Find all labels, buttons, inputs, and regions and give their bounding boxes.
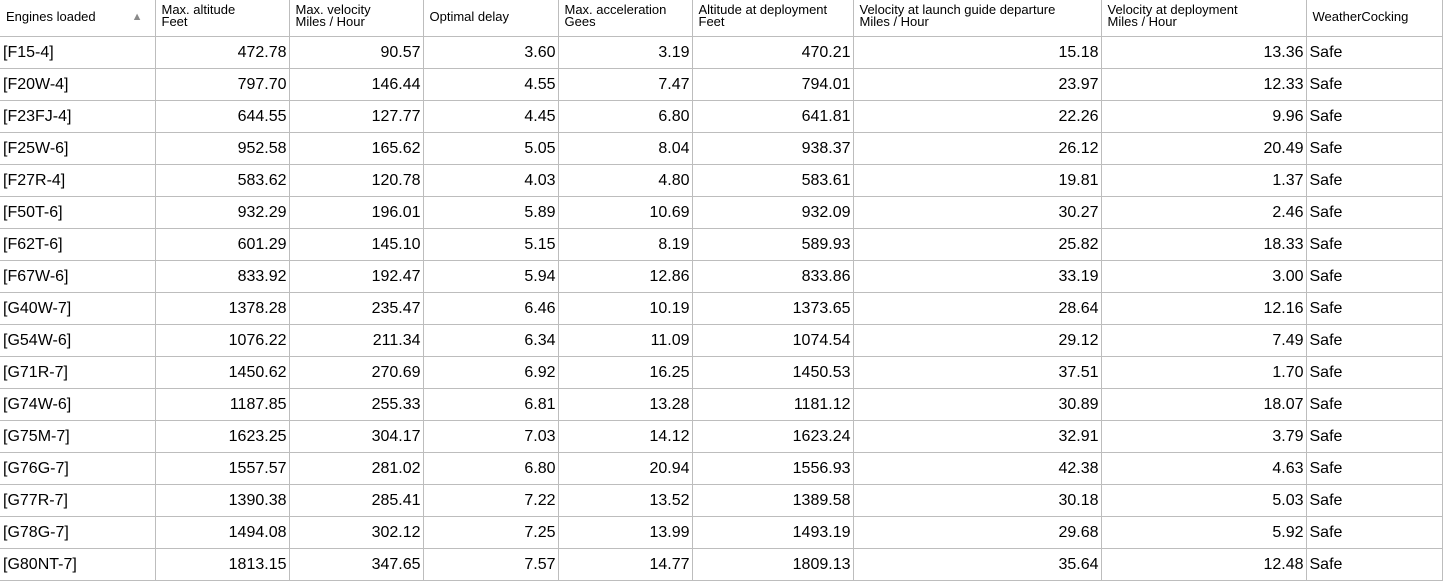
velocity-at-deployment-cell: 3.79 xyxy=(1101,421,1306,453)
velocity-at-launch-guide-departure-cell: 23.97 xyxy=(853,69,1101,101)
max-velocity-cell: 196.01 xyxy=(289,197,423,229)
max-velocity-cell: 192.47 xyxy=(289,261,423,293)
max-acceleration-cell: 14.77 xyxy=(558,549,692,581)
altitude-at-deployment-cell: 1074.54 xyxy=(692,325,853,357)
table-row[interactable] xyxy=(0,453,1442,485)
altitude-at-deployment-cell: 1493.19 xyxy=(692,517,853,549)
optimal-delay-cell: 7.22 xyxy=(423,485,558,517)
engines-loaded-cell: [G54W-6] xyxy=(0,325,155,357)
optimal-delay-cell: 4.45 xyxy=(423,101,558,133)
max-altitude-cell: 472.78 xyxy=(155,37,289,69)
table-row[interactable] xyxy=(0,517,1442,549)
engines-loaded-cell: [G80NT-7] xyxy=(0,549,155,581)
velocity-at-deployment-cell: 12.33 xyxy=(1101,69,1306,101)
velocity-at-launch-guide-departure-cell: 22.26 xyxy=(853,101,1101,133)
max-velocity-cell: 120.78 xyxy=(289,165,423,197)
max-acceleration-cell: 10.19 xyxy=(558,293,692,325)
table-row[interactable] xyxy=(0,37,1442,69)
table-row[interactable] xyxy=(0,389,1442,421)
table-row[interactable] xyxy=(0,325,1442,357)
column-header-optimal-delay[interactable]: Optimal delay xyxy=(423,0,558,37)
altitude-at-deployment-cell: 1623.24 xyxy=(692,421,853,453)
table-row[interactable] xyxy=(0,549,1442,581)
max-velocity-cell: 146.44 xyxy=(289,69,423,101)
max-acceleration-cell: 10.69 xyxy=(558,197,692,229)
max-acceleration-cell: 16.25 xyxy=(558,357,692,389)
max-altitude-cell: 1187.85 xyxy=(155,389,289,421)
engines-loaded-cell: [G77R-7] xyxy=(0,485,155,517)
max-altitude-cell: 833.92 xyxy=(155,261,289,293)
altitude-at-deployment-cell: 1450.53 xyxy=(692,357,853,389)
column-header-max-acceleration[interactable]: Max. acceleration Gees xyxy=(558,0,692,37)
max-acceleration-cell: 20.94 xyxy=(558,453,692,485)
velocity-at-launch-guide-departure-cell: 15.18 xyxy=(853,37,1101,69)
table-row[interactable] xyxy=(0,485,1442,517)
max-acceleration-cell: 8.04 xyxy=(558,133,692,165)
max-velocity-cell: 165.62 xyxy=(289,133,423,165)
max-acceleration-cell: 4.80 xyxy=(558,165,692,197)
table-row[interactable] xyxy=(0,165,1442,197)
velocity-at-launch-guide-departure-cell: 42.38 xyxy=(853,453,1101,485)
velocity-at-deployment-cell: 9.96 xyxy=(1101,101,1306,133)
table-row[interactable] xyxy=(0,133,1442,165)
weathercocking-cell: Safe xyxy=(1306,69,1442,101)
engines-loaded-cell: [G40W-7] xyxy=(0,293,155,325)
altitude-at-deployment-cell: 932.09 xyxy=(692,197,853,229)
max-acceleration-cell: 13.99 xyxy=(558,517,692,549)
max-altitude-cell: 932.29 xyxy=(155,197,289,229)
velocity-at-deployment-cell: 5.92 xyxy=(1101,517,1306,549)
weathercocking-cell: Safe xyxy=(1306,357,1442,389)
max-velocity-cell: 90.57 xyxy=(289,37,423,69)
table-row[interactable] xyxy=(0,293,1442,325)
optimal-delay-cell: 7.03 xyxy=(423,421,558,453)
max-acceleration-cell: 6.80 xyxy=(558,101,692,133)
table-row[interactable] xyxy=(0,197,1442,229)
engines-loaded-cell: [F20W-4] xyxy=(0,69,155,101)
altitude-at-deployment-cell: 589.93 xyxy=(692,229,853,261)
engines-loaded-cell: [G74W-6] xyxy=(0,389,155,421)
engines-loaded-cell: [F23FJ-4] xyxy=(0,101,155,133)
velocity-at-launch-guide-departure-cell: 35.64 xyxy=(853,549,1101,581)
velocity-at-deployment-cell: 3.00 xyxy=(1101,261,1306,293)
velocity-at-deployment-cell: 1.70 xyxy=(1101,357,1306,389)
max-altitude-cell: 1494.08 xyxy=(155,517,289,549)
column-header-velocity-at-launch-guide-departure[interactable]: Velocity at launch guide departure Miles / Hour xyxy=(853,0,1101,37)
weathercocking-cell: Safe xyxy=(1306,37,1442,69)
velocity-at-deployment-cell: 7.49 xyxy=(1101,325,1306,357)
max-velocity-cell: 285.41 xyxy=(289,485,423,517)
weathercocking-cell: Safe xyxy=(1306,517,1442,549)
velocity-at-deployment-cell: 1.37 xyxy=(1101,165,1306,197)
max-acceleration-cell: 3.19 xyxy=(558,37,692,69)
max-altitude-cell: 1378.28 xyxy=(155,293,289,325)
optimal-delay-cell: 5.94 xyxy=(423,261,558,293)
max-velocity-cell: 281.02 xyxy=(289,453,423,485)
max-altitude-cell: 1390.38 xyxy=(155,485,289,517)
engines-loaded-cell: [G78G-7] xyxy=(0,517,155,549)
max-acceleration-cell: 8.19 xyxy=(558,229,692,261)
optimal-delay-cell: 5.05 xyxy=(423,133,558,165)
max-altitude-cell: 797.70 xyxy=(155,69,289,101)
velocity-at-launch-guide-departure-cell: 32.91 xyxy=(853,421,1101,453)
table-header xyxy=(0,0,1442,37)
max-altitude-cell: 583.62 xyxy=(155,165,289,197)
velocity-at-deployment-cell: 12.16 xyxy=(1101,293,1306,325)
velocity-at-launch-guide-departure-cell: 25.82 xyxy=(853,229,1101,261)
altitude-at-deployment-cell: 1809.13 xyxy=(692,549,853,581)
max-acceleration-cell: 11.09 xyxy=(558,325,692,357)
velocity-at-deployment-cell: 18.33 xyxy=(1101,229,1306,261)
table-row[interactable] xyxy=(0,261,1442,293)
max-altitude-cell: 1813.15 xyxy=(155,549,289,581)
optimal-delay-cell: 6.34 xyxy=(423,325,558,357)
velocity-at-deployment-cell: 20.49 xyxy=(1101,133,1306,165)
optimal-delay-cell: 7.25 xyxy=(423,517,558,549)
altitude-at-deployment-cell: 1373.65 xyxy=(692,293,853,325)
max-velocity-cell: 127.77 xyxy=(289,101,423,133)
column-header-weathercocking[interactable]: WeatherCocking xyxy=(1306,0,1442,37)
weathercocking-cell: Safe xyxy=(1306,165,1442,197)
optimal-delay-cell: 5.15 xyxy=(423,229,558,261)
engines-loaded-cell: [G76G-7] xyxy=(0,453,155,485)
column-header-max-altitude[interactable]: Max. altitude Feet xyxy=(155,0,289,37)
engines-loaded-cell: [F67W-6] xyxy=(0,261,155,293)
velocity-at-deployment-cell: 2.46 xyxy=(1101,197,1306,229)
column-header-engines-loaded[interactable]: Engines loaded ▲ xyxy=(0,0,155,37)
column-header-velocity-at-deployment[interactable]: Velocity at deployment Miles / Hour xyxy=(1101,0,1306,37)
max-velocity-cell: 145.10 xyxy=(289,229,423,261)
velocity-at-launch-guide-departure-cell: 29.68 xyxy=(853,517,1101,549)
altitude-at-deployment-cell: 1181.12 xyxy=(692,389,853,421)
altitude-at-deployment-cell: 470.21 xyxy=(692,37,853,69)
altitude-at-deployment-cell: 1556.93 xyxy=(692,453,853,485)
column-header-max-velocity[interactable]: Max. velocity Miles / Hour xyxy=(289,0,423,37)
table-row[interactable] xyxy=(0,229,1442,261)
optimal-delay-cell: 6.81 xyxy=(423,389,558,421)
velocity-at-deployment-cell: 12.48 xyxy=(1101,549,1306,581)
velocity-at-launch-guide-departure-cell: 26.12 xyxy=(853,133,1101,165)
velocity-at-deployment-cell: 13.36 xyxy=(1101,37,1306,69)
weathercocking-cell: Safe xyxy=(1306,389,1442,421)
max-velocity-cell: 302.12 xyxy=(289,517,423,549)
max-acceleration-cell: 13.28 xyxy=(558,389,692,421)
altitude-at-deployment-cell: 794.01 xyxy=(692,69,853,101)
table-body xyxy=(0,37,1442,581)
altitude-at-deployment-cell: 583.61 xyxy=(692,165,853,197)
max-velocity-cell: 347.65 xyxy=(289,549,423,581)
velocity-at-deployment-cell: 5.03 xyxy=(1101,485,1306,517)
engines-loaded-cell: [F50T-6] xyxy=(0,197,155,229)
max-velocity-cell: 235.47 xyxy=(289,293,423,325)
table-row[interactable] xyxy=(0,357,1442,389)
velocity-at-launch-guide-departure-cell: 30.18 xyxy=(853,485,1101,517)
table-row[interactable] xyxy=(0,101,1442,133)
weathercocking-cell: Safe xyxy=(1306,229,1442,261)
column-header-altitude-at-deployment[interactable]: Altitude at deployment Feet xyxy=(692,0,853,37)
velocity-at-launch-guide-departure-cell: 29.12 xyxy=(853,325,1101,357)
weathercocking-cell: Safe xyxy=(1306,453,1442,485)
velocity-at-launch-guide-departure-cell: 37.51 xyxy=(853,357,1101,389)
optimal-delay-cell: 6.46 xyxy=(423,293,558,325)
velocity-at-launch-guide-departure-cell: 28.64 xyxy=(853,293,1101,325)
optimal-delay-cell: 3.60 xyxy=(423,37,558,69)
max-altitude-cell: 1623.25 xyxy=(155,421,289,453)
max-altitude-cell: 644.55 xyxy=(155,101,289,133)
optimal-delay-cell: 5.89 xyxy=(423,197,558,229)
engines-loaded-cell: [F25W-6] xyxy=(0,133,155,165)
engines-loaded-cell: [G75M-7] xyxy=(0,421,155,453)
velocity-at-deployment-cell: 18.07 xyxy=(1101,389,1306,421)
weathercocking-cell: Safe xyxy=(1306,101,1442,133)
sort-ascending-icon: ▲ xyxy=(131,11,143,23)
weathercocking-cell: Safe xyxy=(1306,197,1442,229)
weathercocking-cell: Safe xyxy=(1306,133,1442,165)
engines-loaded-cell: [F62T-6] xyxy=(0,229,155,261)
weathercocking-cell: Safe xyxy=(1306,549,1442,581)
weathercocking-cell: Safe xyxy=(1306,421,1442,453)
optimal-delay-cell: 6.92 xyxy=(423,357,558,389)
velocity-at-launch-guide-departure-cell: 30.89 xyxy=(853,389,1101,421)
optimal-delay-cell: 4.55 xyxy=(423,69,558,101)
weathercocking-cell: Safe xyxy=(1306,261,1442,293)
max-altitude-cell: 1076.22 xyxy=(155,325,289,357)
table-row[interactable] xyxy=(0,421,1442,453)
altitude-at-deployment-cell: 641.81 xyxy=(692,101,853,133)
engines-loaded-cell: [G71R-7] xyxy=(0,357,155,389)
velocity-at-launch-guide-departure-cell: 19.81 xyxy=(853,165,1101,197)
max-velocity-cell: 255.33 xyxy=(289,389,423,421)
max-acceleration-cell: 14.12 xyxy=(558,421,692,453)
altitude-at-deployment-cell: 1389.58 xyxy=(692,485,853,517)
max-altitude-cell: 601.29 xyxy=(155,229,289,261)
max-altitude-cell: 952.58 xyxy=(155,133,289,165)
max-acceleration-cell: 7.47 xyxy=(558,69,692,101)
max-acceleration-cell: 13.52 xyxy=(558,485,692,517)
velocity-at-launch-guide-departure-cell: 33.19 xyxy=(853,261,1101,293)
max-velocity-cell: 270.69 xyxy=(289,357,423,389)
optimal-delay-cell: 4.03 xyxy=(423,165,558,197)
max-velocity-cell: 211.34 xyxy=(289,325,423,357)
max-velocity-cell: 304.17 xyxy=(289,421,423,453)
table-row[interactable] xyxy=(0,69,1442,101)
altitude-at-deployment-cell: 938.37 xyxy=(692,133,853,165)
optimal-delay-cell: 7.57 xyxy=(423,549,558,581)
max-altitude-cell: 1557.57 xyxy=(155,453,289,485)
weathercocking-cell: Safe xyxy=(1306,485,1442,517)
velocity-at-deployment-cell: 4.63 xyxy=(1101,453,1306,485)
engines-loaded-cell: [F15-4] xyxy=(0,37,155,69)
velocity-at-launch-guide-departure-cell: 30.27 xyxy=(853,197,1101,229)
optimal-delay-cell: 6.80 xyxy=(423,453,558,485)
max-altitude-cell: 1450.62 xyxy=(155,357,289,389)
weathercocking-cell: Safe xyxy=(1306,325,1442,357)
max-acceleration-cell: 12.86 xyxy=(558,261,692,293)
header-row xyxy=(0,0,1442,37)
altitude-at-deployment-cell: 833.86 xyxy=(692,261,853,293)
engines-loaded-cell: [F27R-4] xyxy=(0,165,155,197)
weathercocking-cell: Safe xyxy=(1306,293,1442,325)
